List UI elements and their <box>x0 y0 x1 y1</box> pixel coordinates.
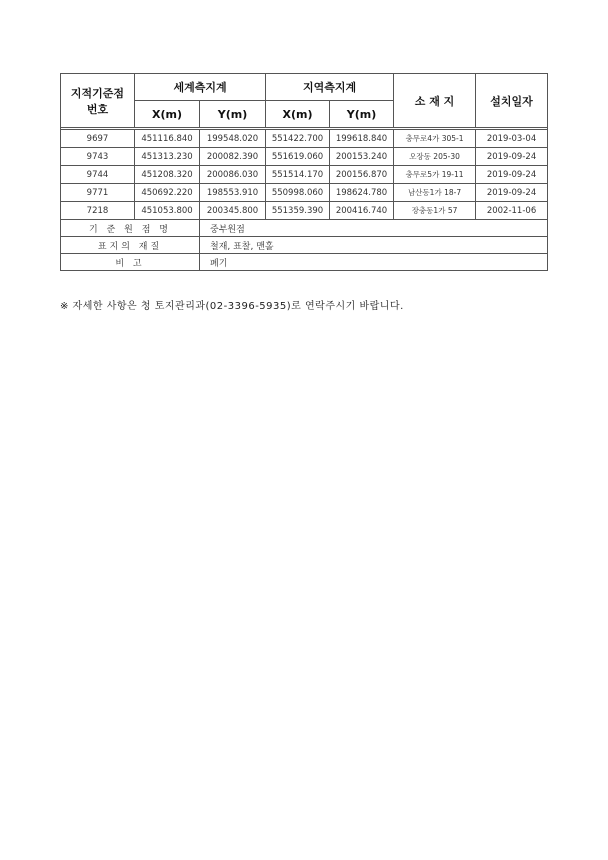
remarks-label: 비 고 <box>61 254 200 271</box>
table-row <box>61 130 548 148</box>
cell-world-x: 451208.320 <box>135 166 200 184</box>
cell-point-no: 9743 <box>61 148 135 166</box>
cell-local-y: 198624.780 <box>330 184 394 202</box>
remarks-value: 폐기 <box>200 254 548 271</box>
cell-world-y: 198553.910 <box>200 184 266 202</box>
cell-point-no: 7218 <box>61 202 135 220</box>
cell-install-date: 2019-09-24 <box>476 148 548 166</box>
cell-location: 장충동1가 57 <box>394 202 476 220</box>
material-value: 철재, 표찰, 맨홀 <box>200 237 548 254</box>
info-row-remarks <box>61 254 548 271</box>
header-world-x: X(m) <box>135 101 200 128</box>
info-row-material <box>61 237 548 254</box>
control-point-table <box>60 73 548 271</box>
cell-install-date: 2019-09-24 <box>476 184 548 202</box>
cell-world-y: 200345.800 <box>200 202 266 220</box>
table-row <box>61 166 548 184</box>
cell-install-date: 2019-03-04 <box>476 130 548 148</box>
cell-location: 충무로5가 19-11 <box>394 166 476 184</box>
cell-world-x: 450692.220 <box>135 184 200 202</box>
header-world-y: Y(m) <box>200 101 266 128</box>
table-row <box>61 202 548 220</box>
cell-local-y: 200153.240 <box>330 148 394 166</box>
cell-local-x: 551619.060 <box>266 148 330 166</box>
cell-local-x: 550998.060 <box>266 184 330 202</box>
header-local-x: X(m) <box>266 101 330 128</box>
material-label: 표지의 재질 <box>61 237 200 254</box>
cell-world-x: 451053.800 <box>135 202 200 220</box>
contact-note: ※ 자세한 사항은 청 토지관리과(02-3396-5935)로 연락주시기 바랍니다. <box>60 301 404 312</box>
cell-point-no: 9744 <box>61 166 135 184</box>
header-local-coord: 지역측지계 <box>266 74 394 101</box>
cell-install-date: 2019-09-24 <box>476 166 548 184</box>
cell-local-y: 200156.870 <box>330 166 394 184</box>
origin-value: 중부원점 <box>200 220 548 237</box>
cell-world-x: 451116.840 <box>135 130 200 148</box>
cell-local-x: 551514.170 <box>266 166 330 184</box>
cell-world-y: 199548.020 <box>200 130 266 148</box>
table-row <box>61 184 548 202</box>
cell-location: 오장동 205-30 <box>394 148 476 166</box>
header-world-coord: 세계측지계 <box>135 74 266 101</box>
header-local-y: Y(m) <box>330 101 394 128</box>
header-install-date: 설치일자 <box>476 74 548 128</box>
header-point-no <box>61 74 135 128</box>
header-point-no-line1: 지적기준점 <box>70 86 125 100</box>
header-point-no-line2: 번호 <box>86 102 109 116</box>
table-row <box>61 148 548 166</box>
cell-world-y: 200086.030 <box>200 166 266 184</box>
header-location: 소 재 지 <box>394 74 476 128</box>
cell-world-y: 200082.390 <box>200 148 266 166</box>
cell-local-x: 551422.700 <box>266 130 330 148</box>
info-row-origin <box>61 220 548 237</box>
cell-local-y: 199618.840 <box>330 130 394 148</box>
cell-local-y: 200416.740 <box>330 202 394 220</box>
cell-point-no: 9771 <box>61 184 135 202</box>
cell-world-x: 451313.230 <box>135 148 200 166</box>
cell-install-date: 2002-11-06 <box>476 202 548 220</box>
header-row-top <box>61 74 548 101</box>
origin-label: 기 준 원 점 명 <box>61 220 200 237</box>
cell-location: 충무로4가 305-1 <box>394 130 476 148</box>
cell-local-x: 551359.390 <box>266 202 330 220</box>
cell-location: 남산동1가 18-7 <box>394 184 476 202</box>
cell-point-no: 9697 <box>61 130 135 148</box>
